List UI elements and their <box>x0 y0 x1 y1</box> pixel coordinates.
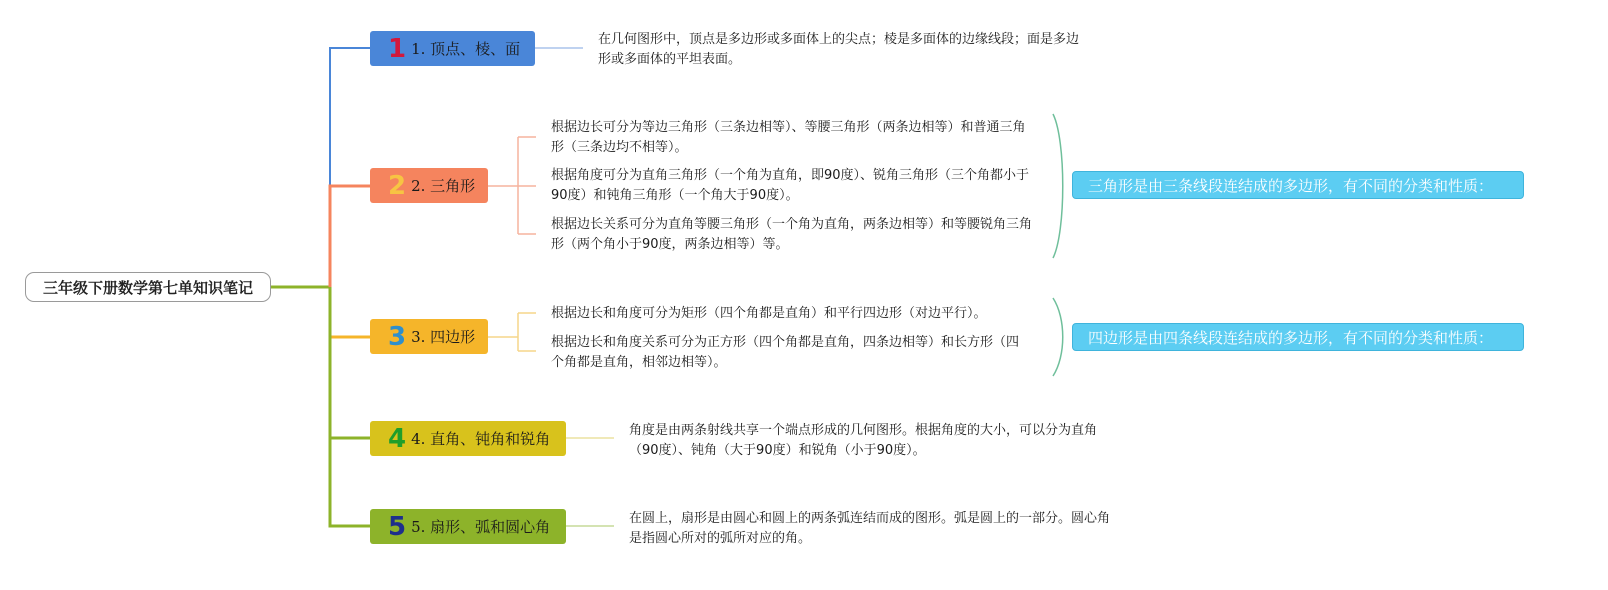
root-topic[interactable] <box>25 272 271 302</box>
note-topic-1: 在几何图形中，顶点是多边形或多面体上的尖点；棱是多面体的边缘线段；面是多边形或多面体的平坦表面。 <box>598 32 1080 67</box>
topic-sector-arc-central-angle[interactable] <box>370 509 566 544</box>
summary-text: 四边形是由四条线段连结成的多边形，有不同的分类和性质： <box>1088 328 1494 347</box>
topic-label: 1. 顶点、棱、面 <box>411 40 521 58</box>
root-title: 三年级下册数学第七单知识笔记 <box>42 278 253 297</box>
note-topic-2-relation: 根据边长关系可分为直角等腰三角形（一个角为直角，两条边相等）和等腰锐角三角形（两个角小于90度，两条边相等）等。 <box>551 217 1033 252</box>
note-topic-5: 在圆上，扇形是由圆心和圆上的两条弧连结而成的图形。弧是圆上的一部分。圆心角是指圆心所对的弧所对应的角。 <box>629 511 1111 546</box>
number-2-icon: 2 <box>388 170 407 201</box>
topic-triangle[interactable] <box>370 168 488 203</box>
topic-label: 3. 四边形 <box>411 328 476 346</box>
topic-label: 5. 扇形、弧和圆心角 <box>411 518 551 536</box>
summary-text: 三角形是由三条线段连结成的多边形，有不同的分类和性质： <box>1088 176 1494 195</box>
summary-quadrilateral[interactable] <box>1072 323 1524 351</box>
topic-label: 4. 直角、钝角和锐角 <box>411 430 551 448</box>
number-4-icon: 4 <box>388 423 407 454</box>
topic-vertices-edges-faces[interactable] <box>370 31 535 66</box>
topic-quadrilateral[interactable] <box>370 319 488 354</box>
note-topic-3-side-angle: 根据边长和角度可分为矩形（四个角都是直角）和平行四边形（对边平行）。 <box>551 306 987 321</box>
note-topic-4: 角度是由两条射线共享一个端点形成的几何图形。根据角度的大小，可以分为直角（90度）、钝角（大于90度）和锐角（小于90度）。 <box>629 423 1098 458</box>
number-1-icon: 1 <box>388 33 407 64</box>
note-topic-2-side-length: 根据边长可分为等边三角形（三条边相等）、等腰三角形（两条边相等）和普通三角形（三条边均不相等）。 <box>551 120 1026 155</box>
number-3-icon: 3 <box>388 321 407 352</box>
note-topic-2-angle: 根据角度可分为直角三角形（一个角为直角，即90度）、锐角三角形（三个角都小于90度）和钝角三角形（一个角大于90度）。 <box>551 168 1030 203</box>
number-5-icon: 5 <box>388 511 407 542</box>
topic-angles[interactable] <box>370 421 566 456</box>
note-topic-3-relation: 根据边长和角度关系可分为正方形（四个角都是直角，四条边相等）和长方形（四个角都是直角，相邻边相等）。 <box>551 335 1020 370</box>
summary-triangle[interactable] <box>1072 171 1524 199</box>
topic-label: 2. 三角形 <box>411 177 476 195</box>
